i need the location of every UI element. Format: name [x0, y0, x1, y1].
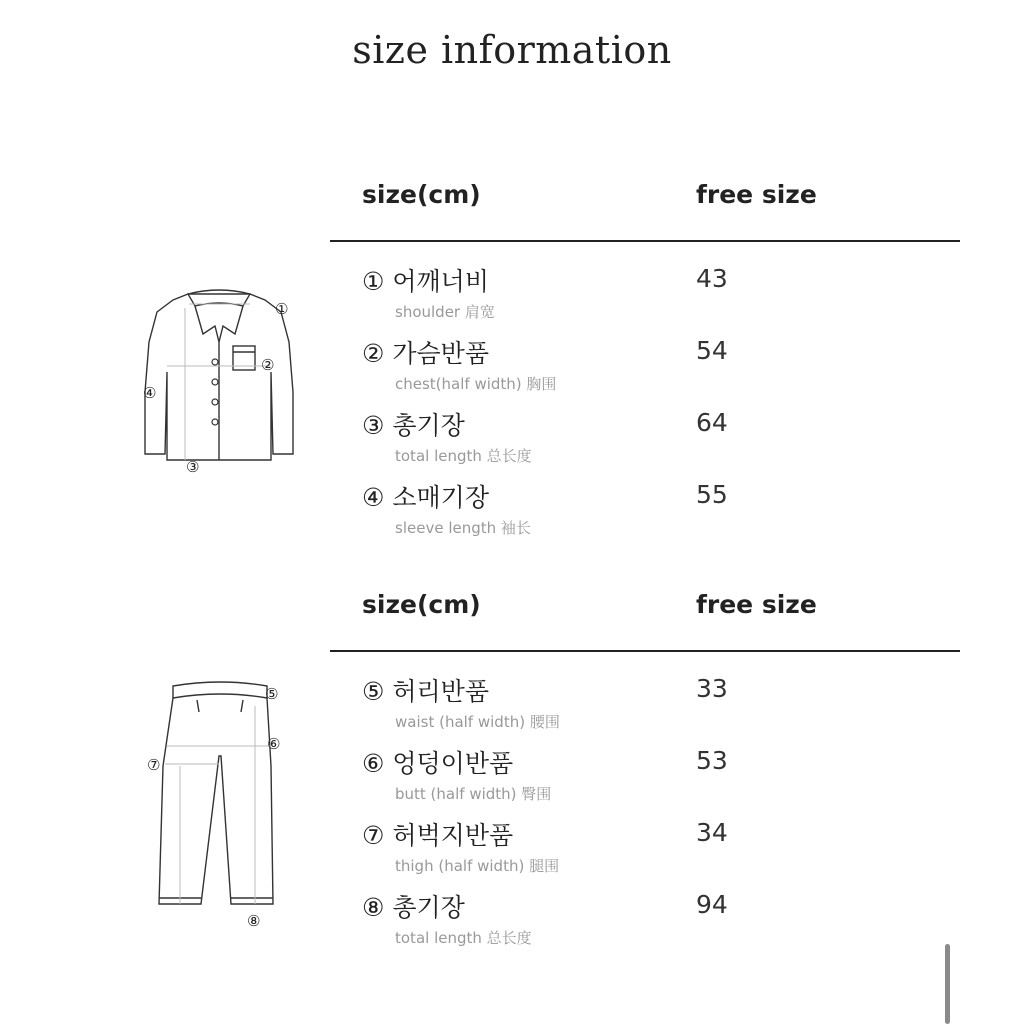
table-row — [330, 652, 960, 731]
measurement-subtitle: total length 总长度 — [395, 447, 532, 465]
measurement-subtitle: sleeve length 袖长 — [395, 519, 531, 537]
measurement-subtitle: chest(half width) 胸围 — [395, 375, 557, 393]
measurement-name: 총기장 — [392, 893, 465, 922]
measurement-value: 64 — [696, 408, 728, 437]
size-column-header: size(cm) — [362, 590, 481, 619]
row-marker: ⑧ — [362, 893, 385, 922]
pants-marker-5: ⑤ — [265, 685, 279, 703]
pants-table-header — [330, 590, 960, 652]
measurement-subtitle: thigh (half width) 腿围 — [395, 857, 560, 875]
measurement-value: 54 — [696, 336, 728, 365]
measurement-name: 엉덩이반품 — [392, 749, 514, 778]
shirt-illustration — [135, 282, 300, 482]
measurement-value: 94 — [696, 890, 728, 919]
page-title: size information — [352, 28, 672, 72]
measurement-value: 43 — [696, 264, 728, 293]
pants-marker-8: ⑧ — [247, 912, 261, 930]
free-size-column-header: free size — [696, 590, 817, 619]
table-row — [330, 796, 960, 875]
measurement-name: 어깨너비 — [392, 267, 489, 296]
shirt-marker-3: ③ — [186, 458, 200, 476]
table-row — [330, 314, 960, 393]
measurement-subtitle: butt (half width) 臀围 — [395, 785, 552, 803]
pants-illustration — [145, 676, 295, 932]
measurement-name: 소매기장 — [392, 483, 489, 512]
table-row — [330, 458, 960, 537]
table-row — [330, 724, 960, 803]
pants-marker-6: ⑥ — [267, 735, 281, 753]
measurement-name: 허벅지반품 — [392, 821, 514, 850]
table-row — [330, 386, 960, 465]
scrollbar-thumb[interactable] — [945, 944, 950, 1024]
tops-size-table — [330, 180, 960, 537]
measurement-subtitle: waist (half width) 腰围 — [395, 713, 560, 731]
row-marker: ⑦ — [362, 821, 385, 850]
measurement-name: 총기장 — [392, 411, 465, 440]
measurement-subtitle: shoulder 肩宽 — [395, 303, 495, 321]
row-marker: ⑤ — [362, 677, 385, 706]
measurement-subtitle: total length 总长度 — [395, 929, 532, 947]
shirt-marker-1: ① — [275, 300, 289, 318]
measurement-value: 33 — [696, 674, 728, 703]
size-column-header: size(cm) — [362, 180, 481, 209]
row-marker: ② — [362, 339, 385, 368]
row-marker: ⑥ — [362, 749, 385, 778]
table-row — [330, 242, 960, 321]
row-marker: ④ — [362, 483, 385, 512]
measurement-value: 34 — [696, 818, 728, 847]
measurement-name: 허리반품 — [392, 677, 489, 706]
measurement-name: 가슴반품 — [392, 339, 489, 368]
measurement-value: 53 — [696, 746, 728, 775]
shirt-marker-2: ② — [261, 356, 275, 374]
pants-marker-7: ⑦ — [147, 756, 161, 774]
row-marker: ① — [362, 267, 385, 296]
tops-table-header — [330, 180, 960, 242]
free-size-column-header: free size — [696, 180, 817, 209]
table-row — [330, 868, 960, 947]
shirt-marker-4: ④ — [143, 384, 157, 402]
pants-size-table — [330, 590, 960, 947]
row-marker: ③ — [362, 411, 385, 440]
measurement-value: 55 — [696, 480, 728, 509]
